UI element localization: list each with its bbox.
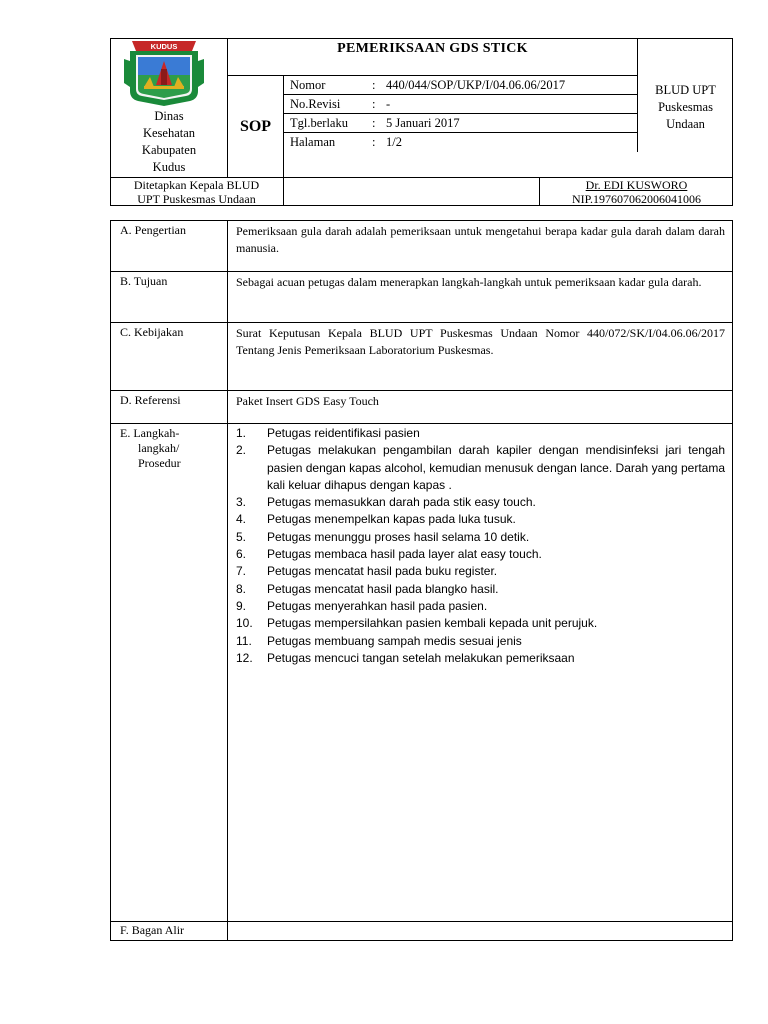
meta-key: No.Revisi [290,96,341,111]
org-line: Dinas [154,109,184,123]
step-text: Petugas mencatat hasil pada blangko hasil. [267,581,499,596]
procedure-step [236,442,725,494]
section-label: D. Referensi [111,391,228,423]
procedure-steps [228,424,732,921]
section-label-line: langkah/ [138,441,180,455]
step-text: Petugas reidentifikasi pasien [267,426,420,440]
step-text: Petugas melakukan pengambilan darah kapiler dengan mendisinfeksi jari tengah pasien dengan kapas alcohol, kemudian menusuk dengan lance. Darah yang pertama kali keluar dihapus dengan kapas . [267,443,725,492]
meta-value: - [386,96,391,111]
emblem-banner-text: KUDUS [150,42,178,51]
document-title-cell [228,38,638,76]
organization-name [110,108,228,176]
section-label-line: Prosedur [138,456,181,470]
step-text: Petugas mencatat hasil pada buku register. [267,564,498,579]
step-text: Petugas membaca hasil pada layer alat easy touch. [267,547,542,562]
procedure-step [236,650,725,667]
step-number: 1. [236,426,247,440]
procedure-step [236,546,725,563]
step-number: 3. [236,495,247,510]
step-number: 12. [236,650,253,665]
step-number: 11. [236,633,252,648]
procedure-step [236,598,725,615]
step-text: Petugas menyerahkan hasil pada pasien. [267,598,488,613]
meta-value: 1/2 [386,134,402,149]
sop-label-cell [228,76,284,177]
signature-cell [284,177,540,206]
signed-by-line: Ditetapkan Kepala BLUD [133,178,260,192]
meta-value: 5 Januari 2017 [386,115,460,130]
kudus-regency-emblem-icon [120,39,208,107]
meta-row-tgl-berlaku [284,114,637,133]
meta-row-halaman [284,133,637,151]
meta-row-nomor [284,76,637,95]
signed-by-cell [110,177,284,206]
section-text [228,922,732,940]
section-tujuan [111,272,732,323]
section-text: Paket Insert GDS Easy Touch [236,394,379,409]
section-text: Pemeriksaan gula darah adalah pemeriksaan untuk mengetahui berapa kadar gula darah dalam darah manusia. [236,224,725,255]
official-cell [540,177,733,206]
org-line: Kudus [152,160,186,174]
section-label: A. Pengertian [111,221,228,271]
step-text: Petugas menunggu proses hasil selama 10 detik. [267,529,530,544]
document-meta [284,76,638,152]
step-text: Petugas membuang sampah medis sesuai jenis [267,633,522,648]
procedure-step [236,563,725,580]
official-name: Dr. EDI KUSWORO [585,178,688,192]
step-number: 5. [236,529,247,544]
procedure-step [236,529,725,546]
official-nip: NIP.197607062006041006 [571,192,701,206]
step-number: 9. [236,598,247,613]
section-kebijakan [111,323,732,391]
meta-separator: : [372,77,376,92]
step-text: Petugas memasukkan darah pada stik easy touch. [267,495,536,510]
org-line: Kesehatan [142,126,196,140]
section-prosedur [111,424,732,922]
sop-content-table [110,220,733,941]
meta-key: Halaman [290,134,336,149]
step-text: Petugas menempelkan kapas pada luka tusuk. [267,512,516,527]
meta-key: Nomor [290,77,326,92]
step-number: 8. [236,581,247,596]
meta-row-revisi [284,95,637,114]
unit-line: BLUD UPT [655,83,716,97]
org-line: Kabupaten [141,143,197,157]
procedure-step [236,425,725,442]
procedure-step [236,494,725,511]
section-text: Sebagai acuan petugas dalam menerapkan langkah-langkah untuk pemeriksaan kadar gula darah. [236,274,702,289]
unit-line: Undaan [666,117,705,131]
unit-line: Puskesmas [658,100,713,114]
meta-separator: : [372,96,376,111]
section-bagan-alir [111,922,732,940]
sop-label: SOP [239,117,272,135]
procedure-step [236,581,725,598]
document-title: PEMERIKSAAN GDS STICK [337,41,528,56]
section-label: B. Tujuan [111,272,228,322]
section-label: C. Kebijakan [111,323,228,390]
step-number: 2. [236,443,247,458]
procedure-step [236,633,725,650]
meta-key: Tgl.berlaku [290,115,348,130]
section-pengertian [111,221,732,272]
section-label: F. Bagan Alir [111,922,228,940]
signed-by-line: UPT Puskesmas Undaan [137,192,256,206]
procedure-step [236,511,725,528]
logo-cell [110,38,228,177]
section-label-line: E. Langkah- [120,426,180,440]
procedure-step [236,615,725,632]
meta-separator: : [372,134,376,149]
step-number: 10. [236,616,253,631]
meta-separator: : [372,115,376,130]
meta-value: 440/044/SOP/UKP/I/04.06.06/2017 [386,77,566,92]
step-text: Petugas mencuci tangan setelah melakukan pemeriksaan [267,650,575,665]
step-text: Petugas mempersilahkan pasien kembali kepada unit perujuk. [267,616,598,631]
section-text: Surat Keputusan Kepala BLUD UPT Puskesmas Undaan Nomor 440/072/SK/I/04.06.06/2017 Tentang Jenis Pemeriksaan Laboratorium Puskesmas. [236,325,725,357]
section-referensi [111,391,732,424]
section-label [111,424,228,921]
unit-cell [638,38,733,177]
step-number: 6. [236,547,247,562]
procedure-list [236,425,725,667]
step-number: 7. [236,564,247,579]
step-number: 4. [236,512,247,527]
